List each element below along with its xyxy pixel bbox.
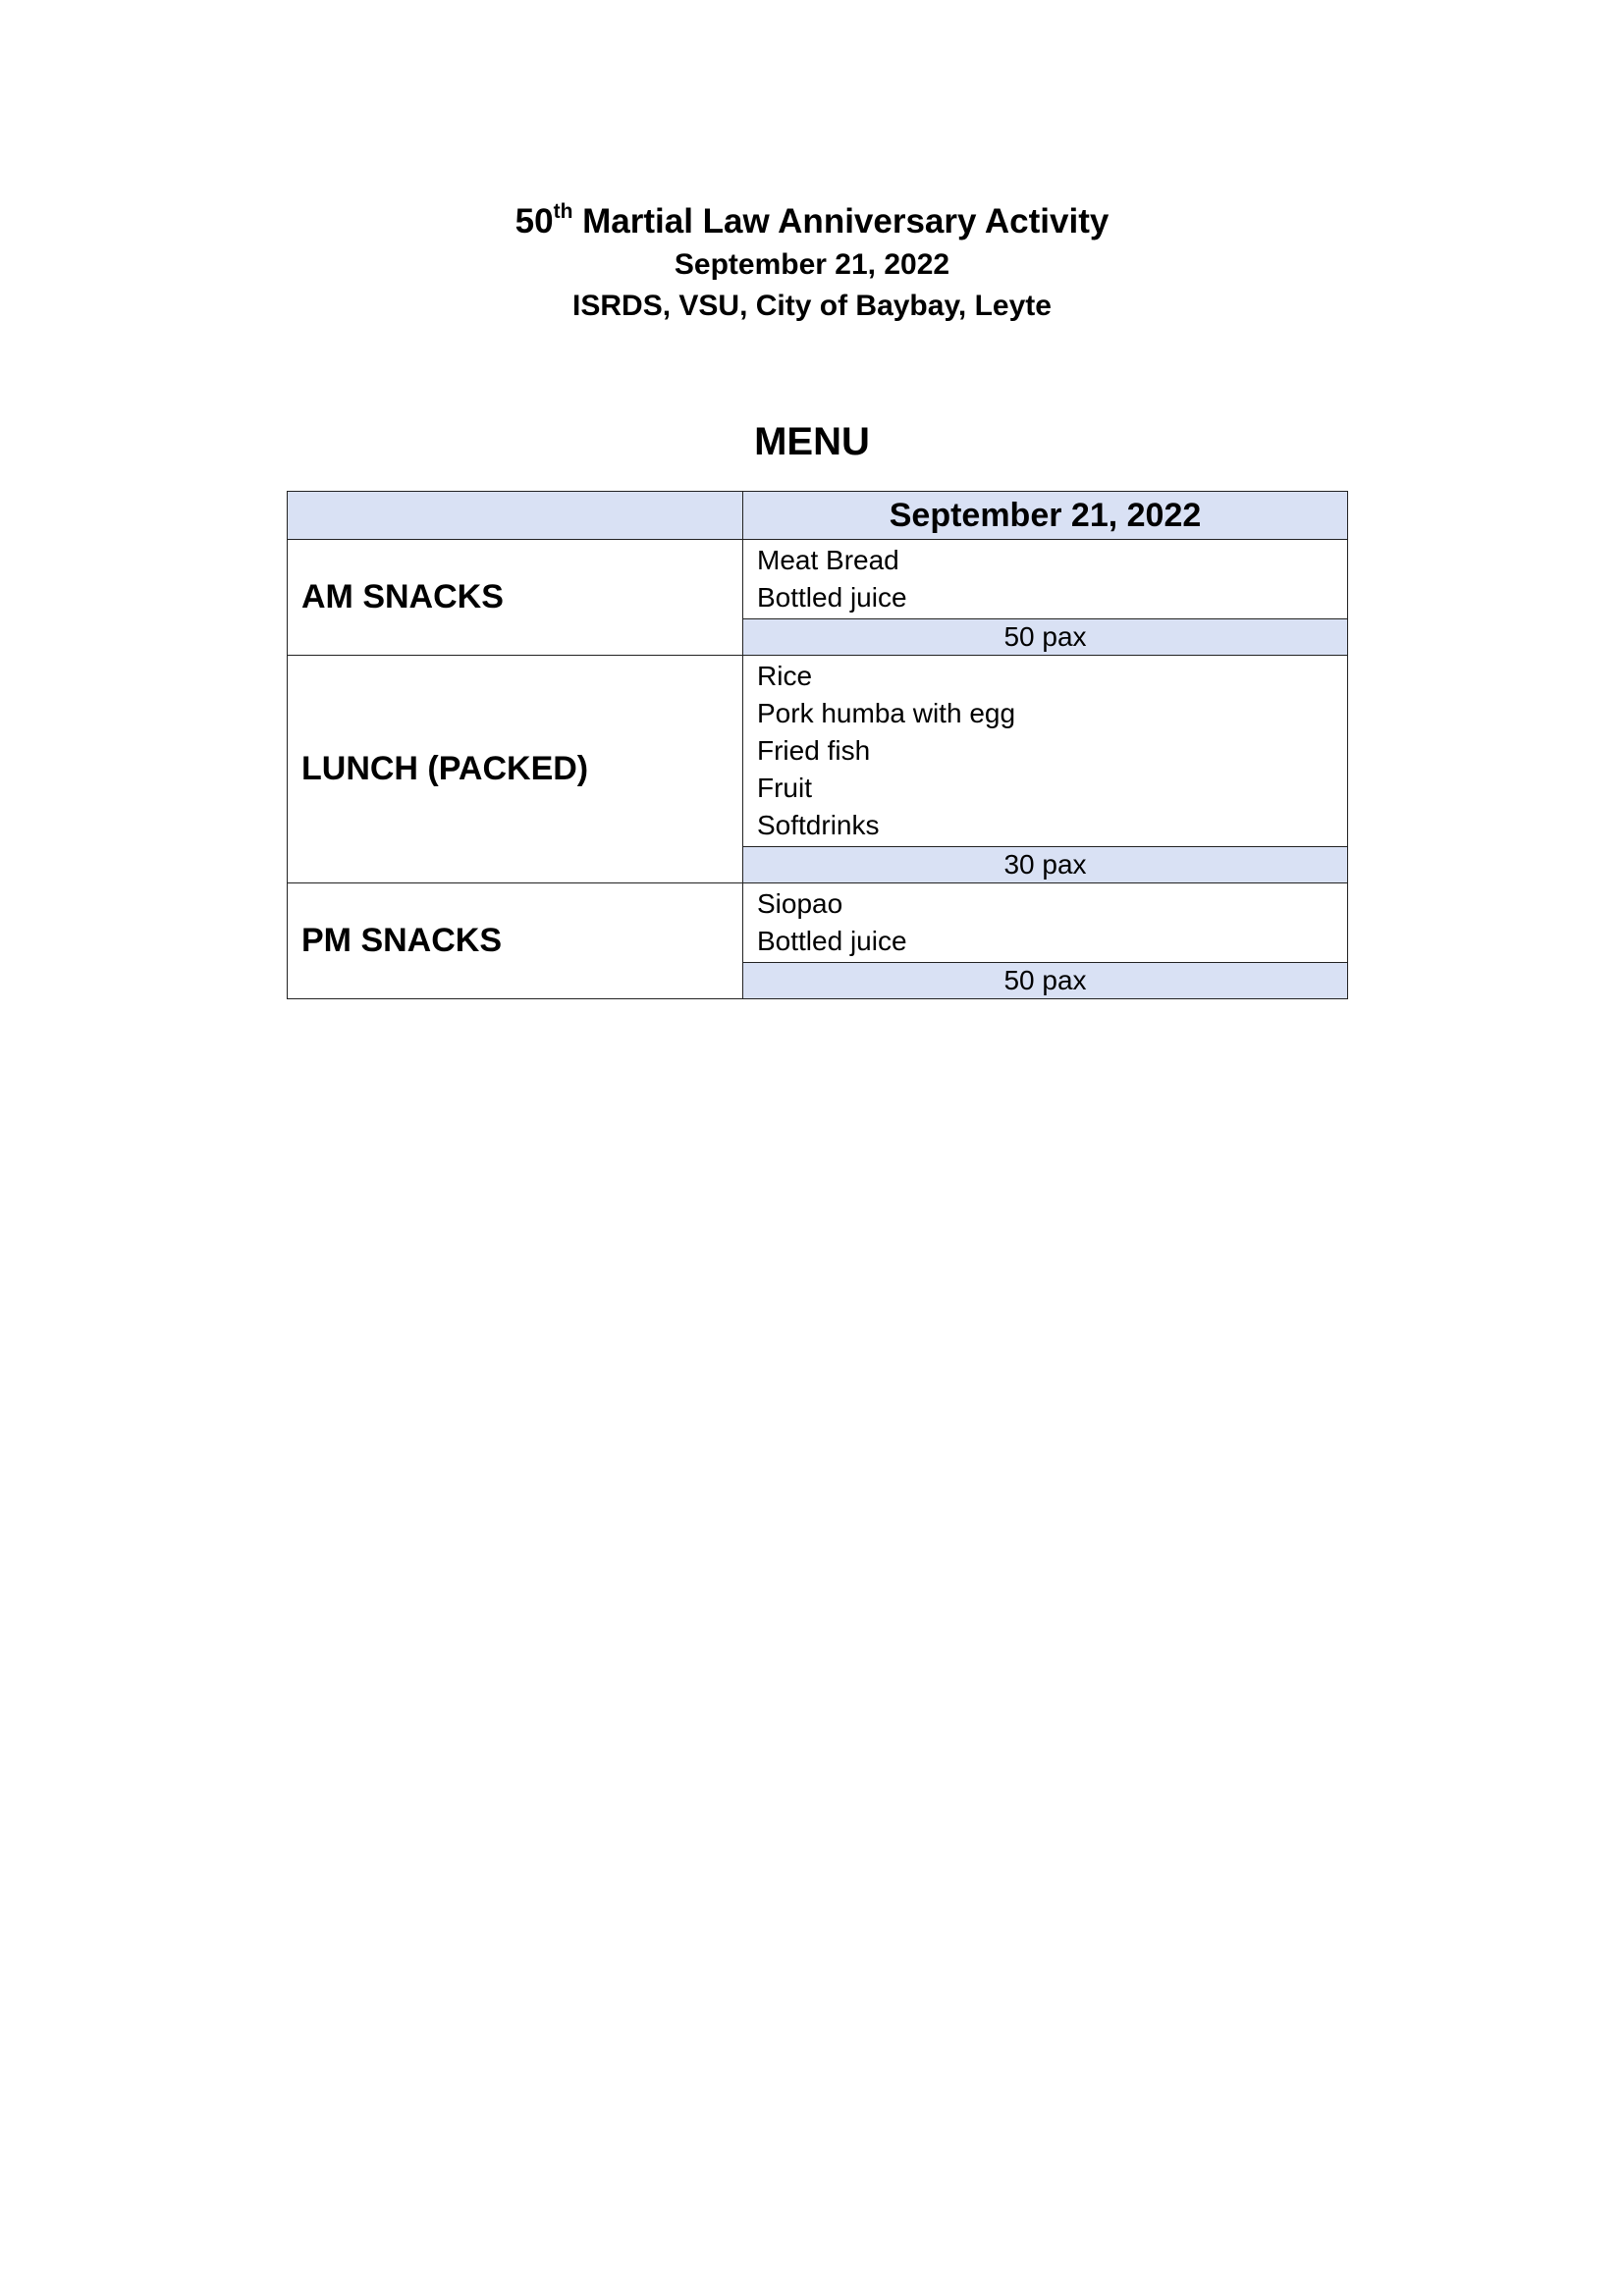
title-ordinal-suffix: th xyxy=(553,200,573,224)
menu-table xyxy=(287,491,1348,999)
menu-item: Rice xyxy=(757,661,813,691)
document-date: September 21, 2022 xyxy=(674,248,950,281)
document-venue: ISRDS, VSU, City of Baybay, Leyte xyxy=(572,290,1052,322)
meal-items xyxy=(743,883,1348,963)
meal-items xyxy=(743,540,1348,619)
meal-items xyxy=(743,656,1348,847)
pax-count: 50 pax xyxy=(743,963,1348,999)
title-text: Martial Law Anniversary Activity xyxy=(572,202,1110,240)
table-row xyxy=(288,656,1348,847)
table-header-date: September 21, 2022 xyxy=(743,492,1348,540)
meal-category: PM SNACKS xyxy=(288,883,743,999)
meal-category: LUNCH (PACKED) xyxy=(288,656,743,883)
table-row xyxy=(288,883,1348,963)
table-row xyxy=(288,540,1348,619)
menu-item: Pork humba with egg xyxy=(757,698,1016,728)
menu-item: Fried fish xyxy=(757,735,871,766)
title-number: 50 xyxy=(514,202,554,240)
menu-item: Bottled juice xyxy=(757,582,907,613)
menu-item: Fruit xyxy=(757,773,812,803)
menu-heading: MENU xyxy=(754,420,870,463)
menu-item: Siopao xyxy=(757,888,843,919)
table-header-row xyxy=(288,492,1348,540)
menu-item: Meat Bread xyxy=(757,545,899,575)
table-header-left xyxy=(288,492,743,540)
menu-item: Bottled juice xyxy=(757,926,907,956)
document-title xyxy=(0,199,1624,244)
pax-count: 50 pax xyxy=(743,619,1348,656)
meal-category: AM SNACKS xyxy=(288,540,743,656)
pax-count: 30 pax xyxy=(743,847,1348,883)
menu-item: Softdrinks xyxy=(757,810,880,840)
